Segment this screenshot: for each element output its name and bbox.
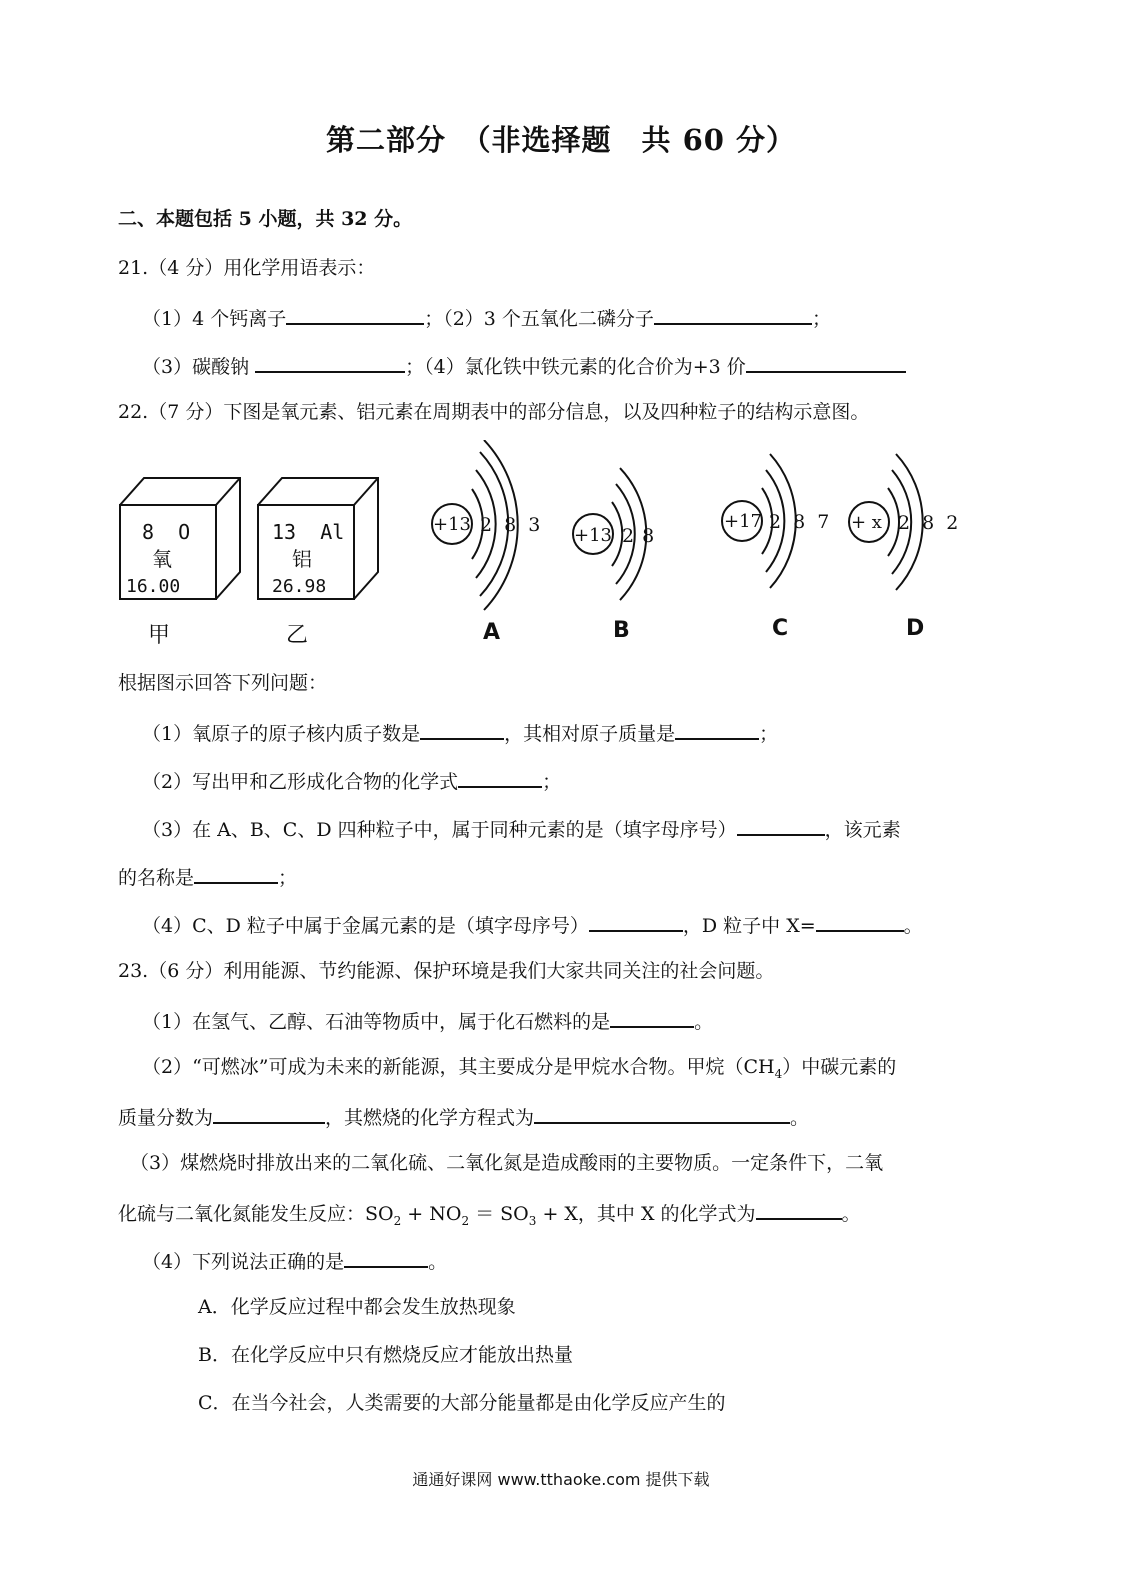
atom-label: D (906, 616, 925, 641)
element-name: 铝 (292, 547, 312, 571)
q22-sub4-text: （4）C、D 粒子中属于金属元素的是（填字母序号） (142, 915, 589, 937)
q21-line2 (142, 351, 906, 380)
answer-blank[interactable] (589, 910, 683, 932)
q22-sub4-text2: ，D 粒子中 X= (682, 915, 816, 937)
answer-blank[interactable] (610, 1006, 694, 1028)
q23-sub2-text4: ，其燃烧的化学方程式为 (325, 1107, 535, 1129)
q23-sub4 (142, 1246, 447, 1275)
answer-blank[interactable] (534, 1102, 790, 1124)
q22-sub3-text: （3）在 A、B、C、D 四种粒子中，属于同种元素的是（填字母序号） (142, 819, 737, 841)
nucleus-charge: +13 (574, 525, 612, 546)
q23-sub2-text2: ）中碳元素的 (782, 1056, 897, 1078)
q22-sub3-text2: ，该元素 (824, 819, 901, 841)
atom-label: C (772, 616, 789, 641)
q23-sub3-text3: ＝ SO (469, 1203, 529, 1225)
q23-sub3: （3）煤燃烧时排放出来的二氧化硫、二氧化氮是造成酸雨的主要物质。一定条件下，二氧 (130, 1152, 884, 1174)
atomic-number: 13 (272, 520, 297, 544)
page-title: 第二部分 （非选择题 共 60 分） (325, 123, 797, 157)
q23-sub4-text: （4）下列说法正确的是 (142, 1251, 345, 1273)
q22-sub3 (142, 814, 901, 843)
q23-heading: 23.（6 分）利用能源、节约能源、保护环境是我们大家共同关注的社会问题。 (118, 960, 775, 982)
q22-sub1-text2: ，其相对原子质量是 (504, 723, 676, 745)
subscript: 3 (528, 1213, 537, 1228)
cube-aluminum-top (272, 519, 344, 545)
q23-sub1-text: （1）在氢气、乙醇、石油等物质中，属于化石燃料的是 (142, 1011, 611, 1033)
answer-blank[interactable] (737, 814, 825, 836)
q22-sub2-text: （2）写出甲和乙形成化合物的化学式 (142, 771, 459, 793)
q23-sub3-cont (118, 1198, 861, 1234)
q22-sub1 (142, 718, 778, 747)
q23-sub3-text2: + NO (401, 1203, 462, 1225)
q23-sub3-end: 。 (841, 1203, 861, 1225)
cube-oxygen-top (142, 519, 190, 545)
q22-sub4 (142, 910, 923, 939)
answer-blank[interactable] (675, 718, 759, 740)
page-footer: 通通好课网 www.tthaoke.com 提供下载 (412, 1470, 710, 1489)
element-symbol: O (178, 520, 191, 544)
nucleus-charge: +13 (433, 514, 471, 535)
q21-line1 (142, 303, 831, 332)
element-symbol: Al (320, 520, 345, 544)
electron-shells: 2 8 (622, 525, 655, 547)
answer-blank[interactable] (756, 1198, 842, 1220)
answer-blank[interactable] (255, 351, 405, 373)
q23-sub3-text4: + X，其中 X 的化学式为 (536, 1203, 756, 1225)
q23-sub2-end: 。 (790, 1107, 810, 1129)
answer-blank[interactable] (654, 303, 812, 325)
answer-blank[interactable] (746, 351, 906, 373)
q22-sub2-end: ； (542, 771, 562, 793)
answer-blank[interactable] (194, 862, 278, 884)
q23-sub2 (142, 1054, 896, 1087)
atom-label: B (613, 618, 630, 643)
answer-blank[interactable] (344, 1246, 428, 1268)
q22-sub3-text3: 的名称是 (118, 867, 195, 889)
electron-shells: 2 8 3 (480, 514, 541, 536)
electron-shells: 2 8 2 (898, 512, 959, 534)
q21-heading: 21.（4 分）用化学用语表示： (118, 257, 376, 279)
nucleus-charge: + x (851, 512, 882, 533)
figure-caption-yi: 乙 (286, 623, 309, 648)
q21-part2-text: ；（2）3 个五氧化二磷分子 (424, 308, 654, 330)
answer-blank[interactable] (458, 766, 542, 788)
answer-blank[interactable] (286, 303, 424, 325)
q21-part2-end: ； (811, 308, 831, 330)
q22-sub4-end: 。 (903, 915, 923, 937)
electron-shells: 2 8 7 (769, 511, 830, 533)
figure-caption-jia: 甲 (148, 623, 171, 648)
atomic-number: 8 (142, 520, 155, 544)
atomic-mass: 16.00 (126, 576, 181, 597)
q23-sub2-cont (118, 1102, 809, 1131)
structure-figure (0, 440, 1122, 659)
q22-sub1-end: ； (759, 723, 779, 745)
option-a: A．化学反应过程中都会发生放热现象 (198, 1296, 516, 1318)
q23-sub2-text3: 质量分数为 (118, 1107, 214, 1129)
answer-blank[interactable] (420, 718, 504, 740)
option-c: C．在当今社会，人类需要的大部分能量都是由化学反应产生的 (198, 1392, 726, 1414)
subscript: 2 (393, 1213, 402, 1228)
q21-part3-text: （3）碳酸钠 (142, 356, 256, 378)
q22-sub3-end: ； (278, 867, 298, 889)
atom-label: A (483, 620, 501, 645)
answer-blank[interactable] (816, 910, 904, 932)
q22-intro: 根据图示回答下列问题： (118, 672, 328, 694)
q21-part1-text: （1）4 个钙离子 (142, 308, 287, 330)
q23-sub2-text: （2）“可燃冰”可成为未来的新能源，其主要成分是甲烷水合物。甲烷（CH (142, 1056, 775, 1078)
q23-sub1 (142, 1006, 713, 1035)
q23-sub4-end: 。 (428, 1251, 448, 1273)
q21-part4-text: ；（4）氯化铁中铁元素的化合价为+3 价 (405, 356, 746, 378)
q22-sub2 (142, 766, 561, 795)
atomic-mass: 26.98 (272, 576, 327, 597)
subscript: 2 (461, 1213, 470, 1228)
q22-heading: 22.（7 分）下图是氧元素、铝元素在周期表中的部分信息，以及四种粒子的结构示意图。 (118, 401, 870, 423)
element-name: 氧 (152, 547, 172, 571)
nucleus-charge: +17 (724, 511, 762, 532)
q22-sub1-text: （1）氧原子的原子核内质子数是 (142, 723, 421, 745)
q23-sub3-text: 化硫与二氧化氮能发生反应：SO (118, 1203, 394, 1225)
q22-sub3-cont (118, 862, 297, 891)
subscript: 4 (774, 1066, 783, 1081)
section-heading: 二、本题包括 5 小题，共 32 分。 (118, 208, 413, 230)
q23-sub1-end: 。 (694, 1011, 714, 1033)
answer-blank[interactable] (213, 1102, 325, 1124)
option-b: B．在化学反应中只有燃烧反应才能放出热量 (198, 1344, 573, 1366)
